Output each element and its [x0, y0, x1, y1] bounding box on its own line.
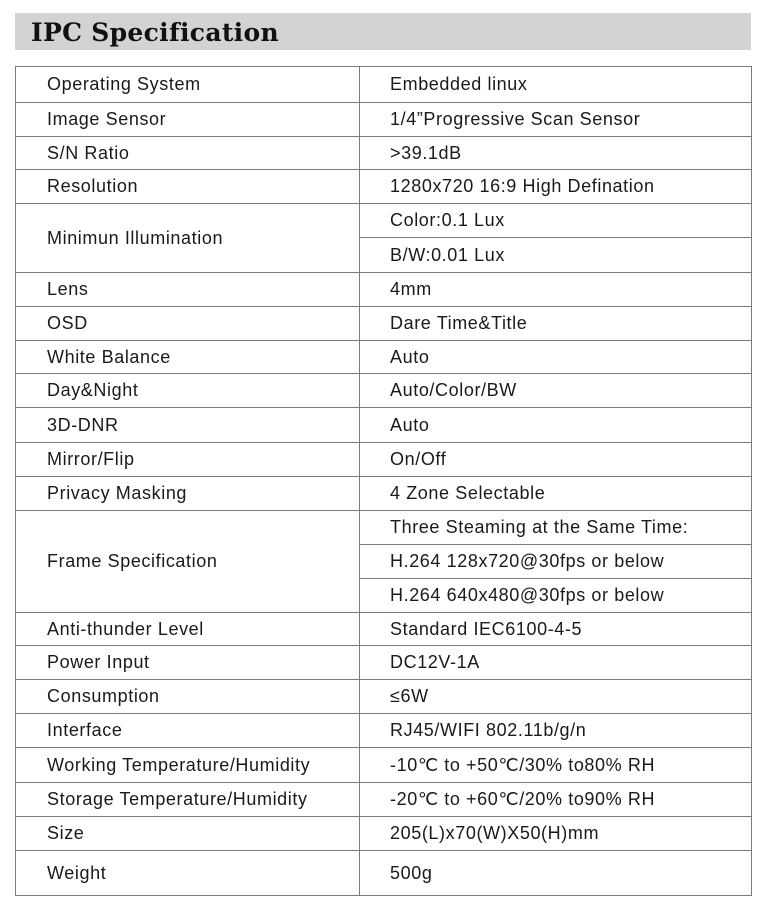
spec-value: 205(L)x70(W)X50(H)mm: [360, 817, 752, 851]
spec-value: 1280x720 16:9 High Defination: [360, 170, 752, 204]
spec-value: H.264 640x480@30fps or below: [360, 579, 752, 613]
spec-value: On/Off: [360, 443, 752, 477]
spec-label: White Balance: [16, 341, 360, 374]
spec-label: S/N Ratio: [16, 137, 360, 170]
spec-value: Color:0.1 Lux: [360, 204, 752, 238]
spec-label: Anti-thunder Level: [16, 613, 360, 646]
table-row: [16, 307, 752, 341]
table-row: [16, 680, 752, 714]
spec-label: Weight: [16, 851, 360, 896]
spec-label: Frame Specification: [16, 511, 360, 613]
spec-value: Auto/Color/BW: [360, 374, 752, 408]
spec-table: [15, 66, 752, 896]
spec-value: Standard IEC6100-4-5: [360, 613, 752, 646]
spec-value: >39.1dB: [360, 137, 752, 170]
spec-value: DC12V-1A: [360, 646, 752, 680]
spec-label: Power Input: [16, 646, 360, 680]
spec-label: 3D-DNR: [16, 408, 360, 443]
spec-value: B/W:0.01 Lux: [360, 238, 752, 273]
table-row: [16, 613, 752, 646]
spec-label: Image Sensor: [16, 103, 360, 137]
spec-value: Three Steaming at the Same Time:: [360, 511, 752, 545]
spec-value: 1/4”Progressive Scan Sensor: [360, 103, 752, 137]
spec-value: RJ45/WIFI 802.11b/g/n: [360, 714, 752, 748]
spec-label: Privacy Masking: [16, 477, 360, 511]
spec-label: Size: [16, 817, 360, 851]
spec-value: Dare Time&Title: [360, 307, 752, 341]
table-row: [16, 817, 752, 851]
spec-label: Mirror/Flip: [16, 443, 360, 477]
table-row: [16, 408, 752, 443]
spec-label: OSD: [16, 307, 360, 341]
table-row: [16, 748, 752, 783]
spec-value: H.264 128x720@30fps or below: [360, 545, 752, 579]
table-row: [16, 714, 752, 748]
spec-value: 4 Zone Selectable: [360, 477, 752, 511]
table-row: [16, 374, 752, 408]
table-row: [16, 341, 752, 374]
spec-value: 500g: [360, 851, 752, 896]
spec-value: Auto: [360, 408, 752, 443]
spec-value: -10℃ to +50℃/30% to80% RH: [360, 748, 752, 783]
table-row: [16, 443, 752, 477]
spec-value: ≤6W: [360, 680, 752, 714]
table-row: [16, 170, 752, 204]
spec-label: Operating System: [16, 67, 360, 103]
spec-label: Interface: [16, 714, 360, 748]
spec-label: Lens: [16, 273, 360, 307]
spec-label: Day&Night: [16, 374, 360, 408]
table-row: [16, 67, 752, 103]
table-row: [16, 204, 752, 238]
spec-label: Resolution: [16, 170, 360, 204]
spec-label: Consumption: [16, 680, 360, 714]
spec-value: -20℃ to +60℃/20% to90% RH: [360, 783, 752, 817]
table-row: [16, 137, 752, 170]
spec-label: Storage Temperature/Humidity: [16, 783, 360, 817]
spec-label: Working Temperature/Humidity: [16, 748, 360, 783]
table-row: [16, 273, 752, 307]
spec-value: 4mm: [360, 273, 752, 307]
section-header: [15, 13, 751, 50]
table-row: [16, 511, 752, 545]
table-row: [16, 646, 752, 680]
table-row: [16, 103, 752, 137]
spec-value: Auto: [360, 341, 752, 374]
page-title: IPC Specification: [31, 18, 279, 47]
table-row: [16, 851, 752, 896]
spec-value: Embedded linux: [360, 67, 752, 103]
spec-label: Minimun Illumination: [16, 204, 360, 273]
table-row: [16, 783, 752, 817]
table-row: [16, 477, 752, 511]
